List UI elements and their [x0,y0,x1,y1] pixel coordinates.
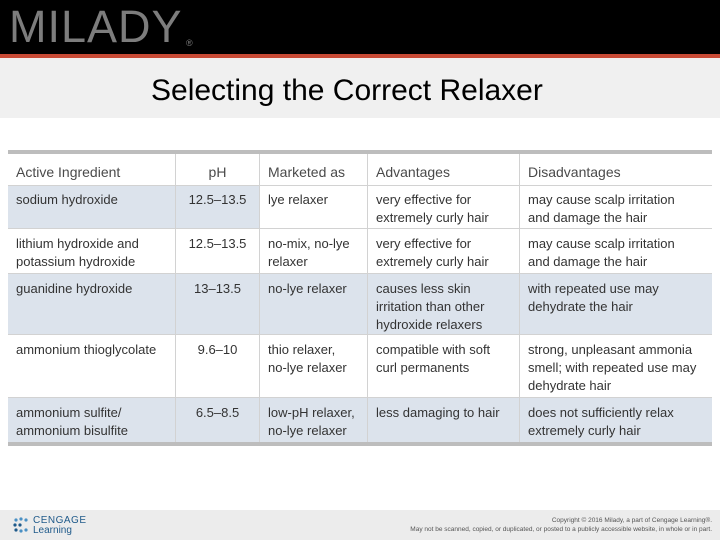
table-cell-advantages: less damaging to hair [368,398,520,442]
cengage-learning: Learning [33,525,72,536]
column-header-disadvantages: Disadvantages [520,154,712,186]
column-header-advantages: Advantages [368,154,520,186]
table-cell-ph: 12.5–13.5 [176,186,260,229]
slide-title: Selecting the Correct Relaxer [151,74,543,107]
table-cell-ingredient: lithium hydroxide and potassium hydroxide [8,229,176,274]
table-cell-ingredient: ammonium sulfite/ ammonium bisulfite [8,398,176,442]
table-cell-ph: 6.5–8.5 [176,398,260,442]
table-cell-disadvantages: strong, unpleasant ammonia smell; with repeated use may dehydrate hair [520,335,712,398]
table-cell-ph: 12.5–13.5 [176,229,260,274]
copyright-notice: May not be scanned, copied, or duplicated, or posted to a publicly accessible website, in whole or in part. [410,526,712,533]
table-grid [8,154,712,442]
copyright-line: Copyright © 2016 Milady, a part of Cengage Learning®. [551,517,712,524]
column-header-marketed-as: Marketed as [260,154,368,186]
table-cell-marketed: no-mix, no-lye relaxer [260,229,368,274]
cengage-logo-icon [12,516,30,534]
table-cell-disadvantages: may cause scalp irritation and damage the hair [520,229,712,274]
table-cell-disadvantages: may cause scalp irritation and damage the hair [520,186,712,229]
relaxer-table [8,150,712,446]
milady-logo: MILADY [9,1,183,52]
table-cell-ingredient: sodium hydroxide [8,186,176,229]
table-cell-marketed: no-lye relaxer [260,274,368,335]
table-cell-ingredient: ammonium thioglycolate [8,335,176,398]
table-cell-ph: 9.6–10 [176,335,260,398]
table-cell-advantages: very effective for extremely curly hair [368,229,520,274]
cengage-brand: CENGAGE [33,515,87,526]
table-cell-marketed: thio relaxer, no-lye relaxer [260,335,368,398]
table-cell-marketed: lye relaxer [260,186,368,229]
table-bottom-rule [8,442,712,446]
table-cell-disadvantages: with repeated use may dehydrate the hair [520,274,712,335]
logo-registered-mark: ® [186,38,193,48]
table-cell-advantages: very effective for extremely curly hair [368,186,520,229]
table-cell-marketed: low-pH relaxer, no-lye relaxer [260,398,368,442]
table-cell-disadvantages: does not sufficiently relax extremely curly hair [520,398,712,442]
table-cell-advantages: causes less skin irritation than other hydroxide relaxers [368,274,520,335]
column-header-active-ingredient: Active Ingredient [8,154,176,186]
footer-bar [0,510,720,540]
table-cell-ingredient: guanidine hydroxide [8,274,176,335]
table-cell-advantages: compatible with soft curl permanents [368,335,520,398]
column-header-ph: pH [176,154,260,186]
table-cell-ph: 13–13.5 [176,274,260,335]
